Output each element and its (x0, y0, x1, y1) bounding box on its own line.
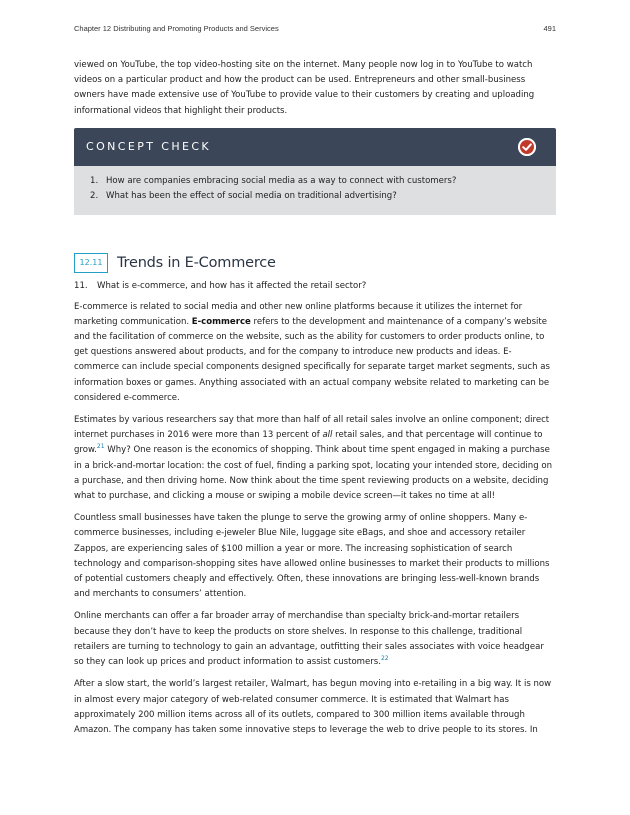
paragraph-small-businesses: Countless small businesses have taken the plunge to serve the growing army of online shoppers. Many e-commerce businesses, including e-jeweler Blue Nile, luggage site eBags, and shoe and accessory retailer Zappos, are experiencing sales of $100 million a year or more. The increasing sophistication of search technology and comparison-shopping sites have allowed online businesses to market their products to millions of potential customers cheaply and effectively. Often, these innovations are bringing less-well-known brands and merchants to consumers’ attention. (74, 513, 550, 600)
learning-objective-number: 11. (74, 280, 88, 291)
paragraph-online-merchants: Online merchants can offer a far broader array of merchandise than specialty brick-and-mortar retailers because they don’t have to keep the products on store shelves. In response to this challenge, traditional retailers are turning to technology to gain an advantage, outfitting their sales associates with voice headgear so they can look up prices and product information to assist customers.$^{22}$ (74, 611, 544, 668)
learning-objective-text: What is e-commerce, and how has it affected the retail sector? (97, 280, 367, 291)
paragraph-ecommerce-definition: E-commerce is related to social media and other new online platforms because it utilizes the internet for marketing communication. E-commerce refers to the development and maintenance of a company’s website and the facilitation of commerce on the website, such as the ability for customers to order products online, to get questions answered about products, and for the company to introduce new products and ideas. E-commerce can include special components designed specifically for separate target market segments, such as information boxes or games. Anything associated with an actual company website related to marketing can be considered e-commerce. (74, 301, 550, 403)
page-number: 491 (543, 24, 556, 33)
checkmark-icon (518, 138, 536, 156)
paragraph-retail-estimates: Estimates by various researchers say that more than half of all retail sales involve an online component; direct internet purchases in 2016 were more than 13 percent of all retail sales, and that percentage will continue to grow.$^{21}$ Why? One reason is the economics of shopping. Think about time spent engaged in making a purchase in a brick-and-mortar location: the cost of fuel, finding a parking spot, locating your intended store, deciding on a purchase, and then driving home. Now think about the time spent reviewing products on a website, deciding what to purchase, and clicking a mouse or swiping a mobile device screen—it takes no time at all! (74, 415, 552, 502)
concept-check-box (74, 128, 556, 215)
learning-objective (74, 279, 556, 293)
question-text: What has been the effect of social media on traditional advertising? (106, 191, 397, 202)
paragraph-walmart: After a slow start, the world’s largest retailer, Walmart, has begun moving into e-retailing in a big way. It is now in almost every major category of web-related consumer commerce. It is estimated that Walmart has approximately 200 million items across all of its outlets, compared to 300 million items available through Amazon. The company has taken some innovative steps to leverage the web to drive people to its stores. In (74, 679, 552, 735)
question-text: How are companies embracing social media as a way to connect with customers? (106, 175, 457, 186)
concept-check-questions (74, 166, 556, 215)
question-number: 2. (90, 191, 99, 202)
question-number: 1. (90, 175, 99, 186)
key-term: E-commerce (191, 316, 251, 327)
page-content (74, 58, 556, 745)
section-heading (74, 253, 556, 273)
concept-question (74, 189, 556, 204)
intro-paragraph: viewed on YouTube, the top video-hosting site on the internet. Many people now log in to YouTube to watch videos on a particular product and how the product can be used. Entrepreneurs and other small-business owners have made extensive use of YouTube to provide value to their customers by creating and uploading informational videos that highlight their products. (74, 60, 535, 116)
footnote-link-22[interactable]: 22 (380, 655, 389, 663)
section-title: Trends in E-Commerce (117, 254, 276, 271)
section-number-badge: 12.11 (74, 253, 108, 273)
chapter-title: Chapter 12 Distributing and Promoting Products and Services (74, 24, 279, 33)
concept-question (74, 174, 556, 189)
concept-check-title: CONCEPT CHECK (86, 139, 212, 153)
concept-check-header (74, 128, 556, 166)
running-header (74, 24, 556, 33)
footnote-link-21[interactable]: 21 (96, 443, 105, 451)
